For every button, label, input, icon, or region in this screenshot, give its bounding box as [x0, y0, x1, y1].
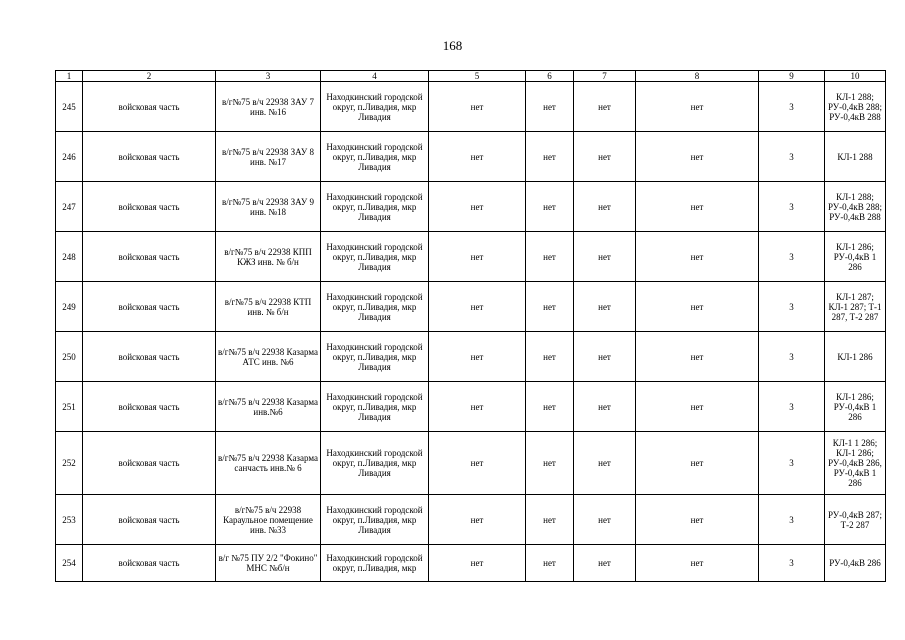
table-cell	[825, 332, 886, 382]
cell-text: Находкинский городской округ, п.Ливадия, мкр Ливадия	[326, 391, 423, 422]
table-cell	[321, 232, 429, 282]
cell-text: нет	[690, 151, 704, 162]
cell-text: Находкинский городской округ, п.Ливадия, мкр Ливадия	[326, 448, 423, 478]
table-cell	[56, 182, 83, 232]
table-row	[56, 232, 886, 282]
table-cell	[56, 232, 83, 282]
cell-text: 246	[62, 151, 76, 162]
table-cell	[526, 182, 574, 232]
table-cell	[574, 332, 636, 382]
table-cell	[636, 182, 759, 232]
column-header: 2	[83, 71, 216, 82]
cell-text: в/г№75 в/ч 22938 Караульное помещение инв. №33	[223, 504, 313, 535]
table-cell	[56, 132, 83, 182]
table-cell	[321, 182, 429, 232]
cell-text: нет	[690, 201, 704, 212]
table-cell	[759, 545, 825, 582]
cell-text: нет	[598, 201, 611, 212]
table-cell	[429, 82, 526, 132]
table-cell	[526, 545, 574, 582]
table-row	[56, 182, 886, 232]
cell-text: 3	[789, 151, 794, 162]
cell-text: КЛ-1 288; РУ-0,4кВ 288; РУ-0,4кВ 288	[827, 91, 883, 122]
table-cell	[759, 332, 825, 382]
table-cell	[321, 82, 429, 132]
table-cell	[216, 545, 321, 582]
cell-text: КЛ-1 1 286; КЛ-1 286; РУ-0,4кВ 286, РУ-0,4кВ 1 286	[828, 438, 882, 488]
table-cell	[216, 432, 321, 495]
cell-text: КЛ-1 288	[837, 151, 873, 162]
cell-text: в/г№75 в/ч 22938 КТП инв. № б/н	[224, 296, 312, 317]
cell-text: войсковая часть	[118, 251, 180, 262]
cell-text: нет	[690, 514, 704, 525]
cell-text: нет	[470, 401, 484, 412]
table-cell	[83, 282, 216, 332]
cell-text: Находкинский городской округ, п.Ливадия, мкр	[326, 553, 423, 573]
table-cell	[759, 182, 825, 232]
data-table	[55, 70, 886, 582]
cell-text: нет	[470, 351, 484, 362]
cell-text: нет	[598, 514, 611, 525]
table-cell	[429, 232, 526, 282]
cell-text: КЛ-1 287; КЛ-1 287; Т-1 287, Т-2 287	[828, 291, 882, 322]
table-cell	[321, 495, 429, 545]
cell-text: нет	[543, 514, 556, 525]
table-cell	[825, 132, 886, 182]
cell-text: Находкинский городской округ, п.Ливадия, мкр Ливадия	[326, 241, 423, 272]
cell-text: войсковая часть	[118, 401, 180, 412]
column-header: 4	[321, 71, 429, 82]
table-cell	[759, 132, 825, 182]
table-cell	[56, 432, 83, 495]
table-cell	[574, 182, 636, 232]
table-cell	[56, 82, 83, 132]
cell-text: Находкинский городской округ, п.Ливадия, мкр Ливадия	[326, 191, 423, 222]
table-cell	[636, 382, 759, 432]
table-cell	[825, 282, 886, 332]
cell-text: нет	[470, 251, 484, 262]
table-cell	[83, 495, 216, 545]
cell-text: 254	[62, 558, 76, 568]
table-cell	[825, 82, 886, 132]
column-header: 7	[574, 71, 636, 82]
cell-text: в/г№75 в/ч 22938 ЗАУ 9 инв. №18	[222, 196, 314, 217]
table-cell	[636, 232, 759, 282]
table-cell	[83, 545, 216, 582]
cell-text: в/г№75 в/ч 22938 Казарма инв.№6	[218, 396, 318, 417]
cell-text: нет	[690, 251, 704, 262]
column-header: 5	[429, 71, 526, 82]
table-cell	[759, 432, 825, 495]
table-cell	[429, 382, 526, 432]
table-cell	[83, 332, 216, 382]
cell-text: войсковая часть	[118, 558, 180, 568]
cell-text: нет	[543, 101, 556, 112]
cell-text: нет	[543, 201, 556, 212]
cell-text: 3	[789, 201, 794, 212]
table-cell	[216, 282, 321, 332]
table-cell	[83, 182, 216, 232]
cell-text: войсковая часть	[118, 101, 180, 112]
cell-text: Находкинский городской округ, п.Ливадия, мкр Ливадия	[326, 341, 423, 372]
cell-text: нет	[598, 101, 611, 112]
table-cell	[526, 282, 574, 332]
cell-text: нет	[470, 201, 484, 212]
column-header: 3	[216, 71, 321, 82]
cell-text: нет	[543, 401, 556, 412]
cell-text: нет	[598, 301, 611, 312]
table-cell	[759, 495, 825, 545]
table-cell	[216, 132, 321, 182]
table-cell	[429, 282, 526, 332]
cell-text: нет	[543, 251, 556, 262]
table-cell	[56, 545, 83, 582]
table-cell	[825, 182, 886, 232]
table-cell	[216, 382, 321, 432]
cell-text: нет	[598, 351, 611, 362]
table-cell	[574, 82, 636, 132]
table-cell	[526, 495, 574, 545]
cell-text: РУ-0,4кВ 287; Т-2 287	[827, 509, 883, 530]
table-cell	[83, 82, 216, 132]
table-cell	[526, 132, 574, 182]
cell-text: 247	[62, 201, 76, 212]
table-cell	[636, 132, 759, 182]
table-cell	[636, 282, 759, 332]
cell-text: нет	[470, 514, 484, 525]
table-cell	[574, 132, 636, 182]
cell-text: нет	[543, 558, 556, 568]
cell-text: в/г№75 в/ч 22938 ЗАУ 7 инв. №16	[222, 96, 314, 117]
table-cell	[429, 182, 526, 232]
table-row	[56, 132, 886, 182]
table-cell	[759, 282, 825, 332]
cell-text: нет	[690, 351, 704, 362]
cell-text: войсковая часть	[118, 151, 180, 162]
table-row	[56, 545, 886, 582]
cell-text: 3	[789, 558, 794, 568]
table-cell	[83, 132, 216, 182]
cell-text: в/г№75 в/ч 22938 Казарма санчасть инв.№ 6	[218, 453, 318, 473]
cell-text: 248	[62, 251, 76, 262]
table-cell	[321, 132, 429, 182]
cell-text: 3	[789, 301, 794, 312]
cell-text: КЛ-1 288; РУ-0,4кВ 288; РУ-0,4кВ 288	[827, 191, 883, 222]
table-cell	[526, 232, 574, 282]
column-header: 8	[636, 71, 759, 82]
table-cell	[759, 382, 825, 432]
table-cell	[321, 382, 429, 432]
table-row	[56, 432, 886, 495]
table-cell	[429, 132, 526, 182]
table-cell	[526, 332, 574, 382]
cell-text: нет	[690, 458, 704, 468]
cell-text: нет	[690, 558, 704, 568]
cell-text: в/г№75 в/ч 22938 КПП КЖЗ инв. № б/н	[224, 246, 312, 267]
table-cell	[216, 332, 321, 382]
table-cell	[56, 495, 83, 545]
table-cell	[574, 495, 636, 545]
cell-text: нет	[690, 401, 704, 412]
table-cell	[429, 545, 526, 582]
cell-text: нет	[598, 151, 611, 162]
cell-text: войсковая часть	[118, 351, 180, 362]
cell-text: КЛ-1 286; РУ-0,4кВ 1 286	[833, 241, 877, 272]
table-cell	[526, 82, 574, 132]
cell-text: нет	[543, 458, 556, 468]
page-number: 168	[442, 38, 463, 53]
header-row	[56, 71, 886, 82]
cell-text: в/г№75 в/ч 22938 Казарма АТС инв. №6	[218, 346, 318, 367]
table-cell	[429, 332, 526, 382]
table-cell	[574, 232, 636, 282]
cell-text: нет	[543, 301, 556, 312]
cell-text: нет	[690, 101, 704, 112]
cell-text: 245	[62, 101, 76, 112]
table-cell	[56, 332, 83, 382]
table-cell	[526, 432, 574, 495]
table-cell	[759, 82, 825, 132]
table-cell	[321, 282, 429, 332]
column-header: 10	[825, 71, 886, 82]
cell-text: войсковая часть	[118, 201, 180, 212]
table-cell	[83, 432, 216, 495]
cell-text: 3	[789, 458, 794, 468]
cell-text: в/г №75 ПУ 2/2 "Фокино" МНС №б/н	[218, 553, 318, 573]
cell-text: 3	[789, 401, 794, 412]
cell-text: 3	[789, 251, 794, 262]
table-cell	[574, 545, 636, 582]
table-cell	[56, 382, 83, 432]
table-cell	[574, 282, 636, 332]
table-row	[56, 382, 886, 432]
table-cell	[321, 545, 429, 582]
table-cell	[759, 232, 825, 282]
cell-text: 251	[62, 401, 76, 412]
table-body	[56, 82, 886, 582]
cell-text: Находкинский городской округ, п.Ливадия, мкр Ливадия	[326, 504, 423, 535]
table-cell	[56, 282, 83, 332]
table-cell	[216, 82, 321, 132]
cell-text: 253	[62, 514, 76, 525]
table-cell	[216, 182, 321, 232]
table-cell	[574, 382, 636, 432]
table-cell	[825, 432, 886, 495]
cell-text: в/г№75 в/ч 22938 ЗАУ 8 инв. №17	[222, 146, 314, 167]
cell-text: РУ-0,4кВ 286	[829, 558, 881, 568]
table-cell	[825, 382, 886, 432]
cell-text: нет	[598, 251, 611, 262]
table-row	[56, 495, 886, 545]
cell-text: 3	[789, 351, 794, 362]
cell-text: нет	[470, 558, 484, 568]
cell-text: 3	[789, 514, 794, 525]
table-row	[56, 282, 886, 332]
cell-text: нет	[543, 151, 556, 162]
table-cell	[636, 82, 759, 132]
cell-text: нет	[470, 151, 484, 162]
cell-text: Находкинский городской округ, п.Ливадия, мкр Ливадия	[326, 91, 423, 122]
table-cell	[636, 495, 759, 545]
table-cell	[574, 432, 636, 495]
cell-text: Находкинский городской округ, п.Ливадия, мкр Ливадия	[326, 291, 423, 322]
table-cell	[83, 232, 216, 282]
column-header: 1	[56, 71, 83, 82]
cell-text: войсковая часть	[118, 301, 180, 312]
cell-text: 3	[789, 101, 794, 112]
table-cell	[526, 382, 574, 432]
cell-text: 252	[62, 458, 76, 468]
cell-text: 249	[62, 301, 76, 312]
cell-text: войсковая часть	[118, 514, 180, 525]
table-cell	[83, 382, 216, 432]
column-header: 9	[759, 71, 825, 82]
cell-text: войсковая часть	[118, 458, 180, 468]
table-cell	[429, 432, 526, 495]
table-cell	[636, 432, 759, 495]
cell-text: нет	[470, 101, 484, 112]
cell-text: КЛ-1 286; РУ-0,4кВ 1 286	[833, 391, 877, 422]
column-header: 6	[526, 71, 574, 82]
cell-text: нет	[543, 351, 556, 362]
cell-text: Находкинский городской округ, п.Ливадия, мкр Ливадия	[326, 141, 423, 172]
table-cell	[216, 232, 321, 282]
cell-text: нет	[598, 401, 611, 412]
table-cell	[825, 545, 886, 582]
table-cell	[321, 332, 429, 382]
table-cell	[636, 545, 759, 582]
table-cell	[216, 495, 321, 545]
table-cell	[825, 232, 886, 282]
table-cell	[429, 495, 526, 545]
cell-text: нет	[470, 301, 484, 312]
table-row	[56, 82, 886, 132]
table-cell	[636, 332, 759, 382]
cell-text: КЛ-1 286	[837, 351, 873, 362]
cell-text: нет	[690, 301, 704, 312]
cell-text: нет	[598, 558, 611, 568]
table-cell	[825, 495, 886, 545]
table-row	[56, 332, 886, 382]
table-cell	[321, 432, 429, 495]
cell-text: 250	[62, 351, 76, 362]
cell-text: нет	[598, 458, 611, 468]
cell-text: нет	[470, 458, 484, 468]
